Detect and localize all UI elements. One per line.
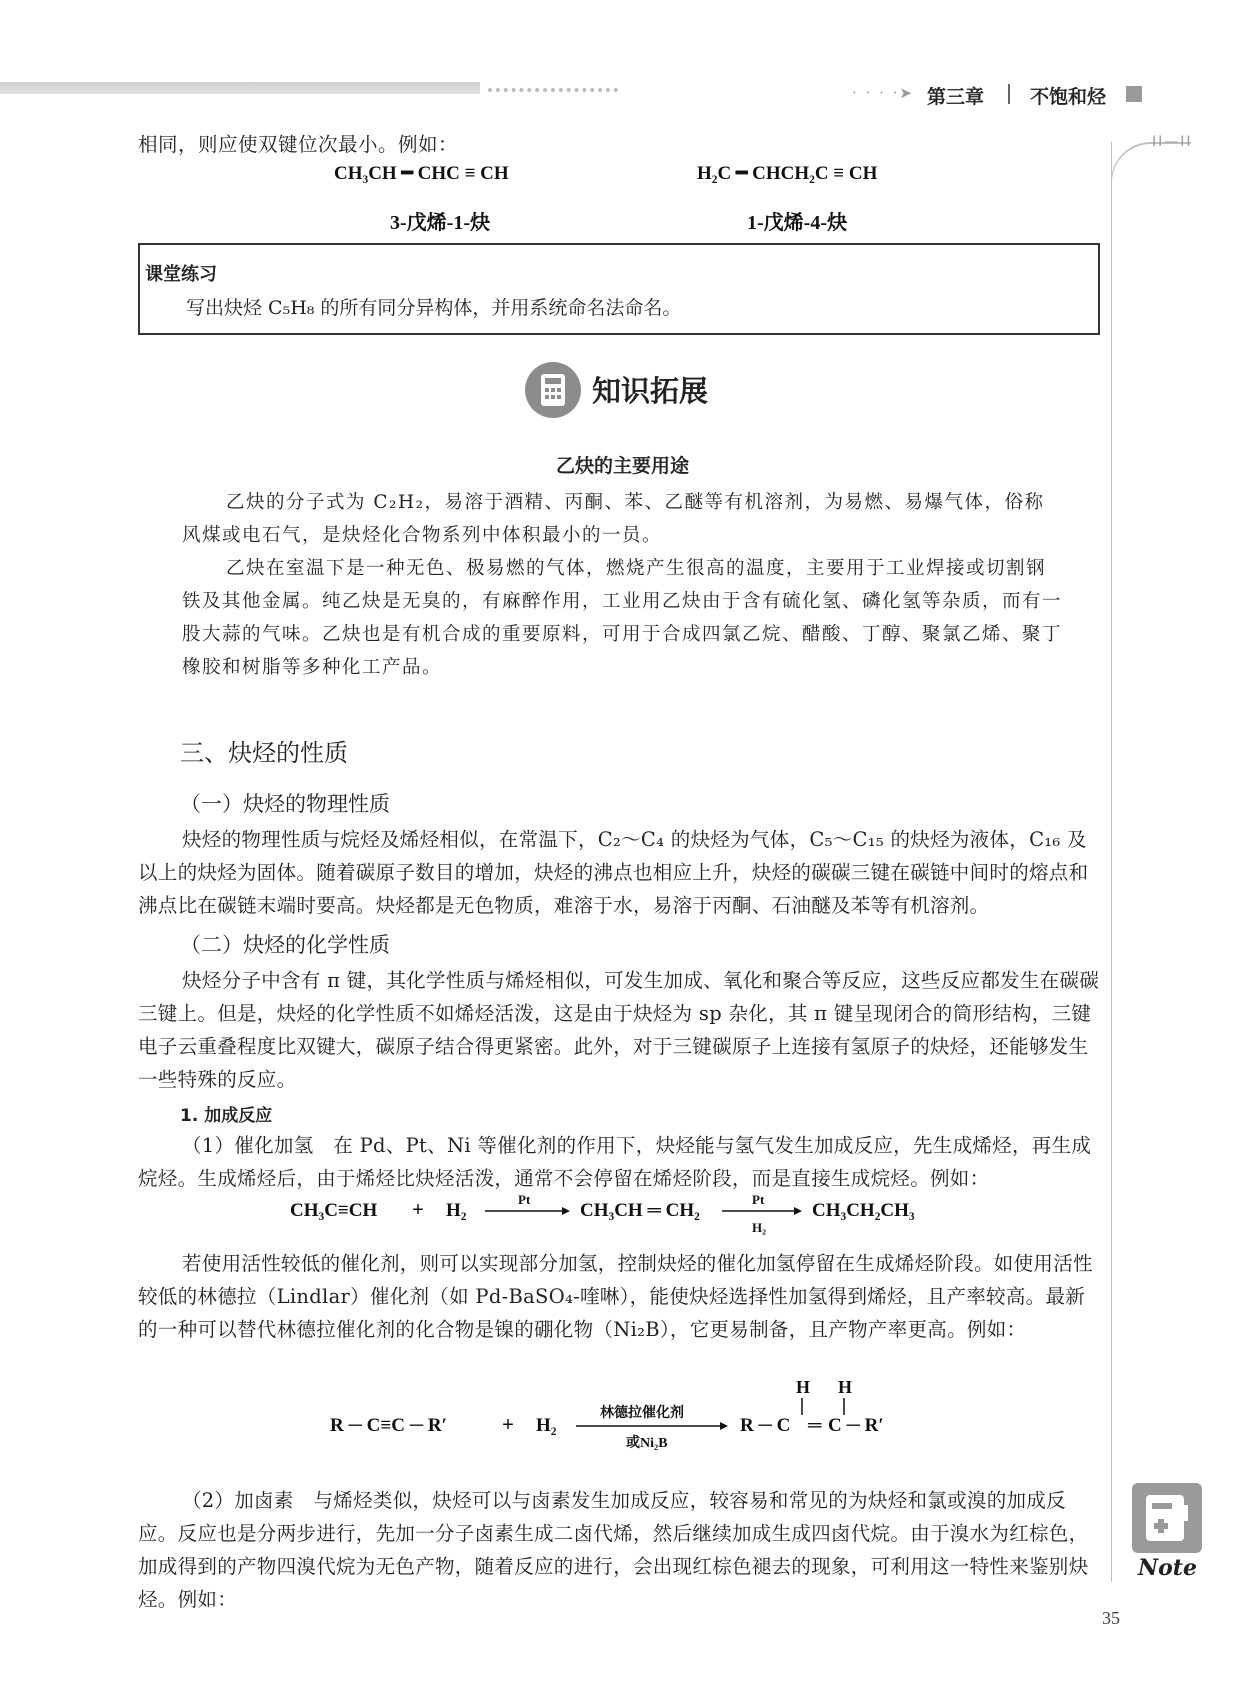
knowledge-para-1: 乙炔的分子式为 C₂H₂，易溶于酒精、丙酮、苯、乙醚等有机溶剂，为易燃、易爆气体，俗称风煤或电石气，是炔烃化合物系列中体积最小的一员。 bbox=[182, 492, 1045, 546]
subsection-1-title: （一）炔烃的物理性质 bbox=[180, 792, 390, 816]
example-left-name: 3-戊烯-1-炔 bbox=[390, 212, 490, 234]
hydrogenation-text: （1）催化加氢 在 Pd、Pt、Ni 等催化剂的作用下，炔烃能与氢气发生加成反应，先生成烯烃，再生成烷烃。生成烯烃后，由于烯烃比炔烃活泼，通常不会停留在烯烃阶段，而是直接生成烷烃。例如： bbox=[138, 1134, 1092, 1190]
reaction-2-h-left: H bbox=[796, 1377, 811, 1397]
knowledge-subtitle: 乙炔的主要用途 bbox=[555, 455, 689, 477]
exercise-title: 课堂练习 bbox=[145, 264, 217, 285]
exercise-box bbox=[138, 243, 1100, 335]
page-number: 35 bbox=[1102, 1608, 1120, 1628]
note-label: Note bbox=[1138, 1555, 1197, 1581]
topic-label: 不饱和烃 bbox=[1030, 86, 1107, 108]
chapter-label: 第三章 bbox=[927, 86, 985, 108]
reaction-1-reactant: CH₃C≡CH bbox=[290, 1200, 378, 1221]
header-bar bbox=[0, 82, 480, 94]
reaction-1-cat1: Pt bbox=[518, 1192, 531, 1207]
reaction-1-h2: H₂ bbox=[446, 1200, 467, 1221]
subsection-1-text: 炔烃的物理性质与烷烃及烯烃相似，在常温下，C₂～C₄ 的炔烃为气体，C₅～C₁₅ 的炔烃为液体，C₁₆ 及以上的炔烃为固体。随着碳原子数目的增加，炔烃的沸点也相应上升，炔烃的碳碳三键在碳链中间时的熔点和沸点比在碳链末端时要高。炔烃都是无色物质，难溶于水，易溶于丙酮、石油醚及苯等有机溶剂。 bbox=[138, 828, 1089, 917]
reaction-2-h2: H₂ bbox=[536, 1415, 557, 1436]
header-separator bbox=[1008, 84, 1010, 104]
example-right-formula: H₂C ━ CHCH₂C ≡ CH bbox=[697, 163, 878, 184]
reaction-1-plus: + bbox=[412, 1197, 424, 1221]
reaction-2-plus: + bbox=[502, 1412, 514, 1436]
reaction-2-reactant: R ─ C≡C ─ R′ bbox=[330, 1415, 447, 1436]
reaction-2-h-right: H bbox=[838, 1377, 853, 1397]
reaction-2-product-eq: ═ bbox=[808, 1415, 822, 1436]
margin-line bbox=[1111, 142, 1112, 1582]
lindlar-text: 若使用活性较低的催化剂，则可以实现部分加氢，控制炔烃的催化加氢停留在生成烯烃阶段。如使用活性较低的林德拉（Lindlar）催化剂（如 Pd-BaSO₄-喹啉），能使炔烃选择性加氢得到烯烃，且产率较高。最新的一种可以替代林德拉催化剂的化合物是镍的硼化物（Ni₂B），它更易制备，且产物产率更高。例如： bbox=[138, 1252, 1093, 1341]
reaction-1-cat2-bottom: H₂ bbox=[752, 1220, 767, 1235]
subsection-2-text: 炔烃分子中含有 π 键，其化学性质与烯烃相似，可发生加成、氧化和聚合等反应，这些反应都发生在碳碳三键上。但是，炔烃的化学性质不如烯烃活泼，这是由于炔烃为 sp 杂化，其 π 键呈现闭合的筒形结构，三键电子云重叠程度比双键大，碳原子结合得更紧密。此外，对于三键碳原子上连接有氢原子的炔烃，还能够发生一些特殊的反应。 bbox=[138, 969, 1100, 1091]
intro-line: 相同，则应使双键位次最小。例如： bbox=[138, 133, 459, 156]
calculator-icon bbox=[525, 362, 581, 418]
reaction-2-product-right: C ─ R′ bbox=[828, 1415, 884, 1436]
reaction-2-cat-top: 林德拉催化剂 bbox=[600, 1406, 684, 1421]
note-icon bbox=[1132, 1483, 1202, 1553]
reaction-1-product: CH₃CH₂CH₃ bbox=[812, 1200, 915, 1221]
reaction-1 bbox=[280, 1192, 980, 1242]
header-dots bbox=[488, 88, 618, 92]
example-right-name: 1-戊烯-4-炔 bbox=[747, 212, 847, 234]
knowledge-para-2: 乙炔在室温下是一种无色、极易燃的气体，燃烧产生很高的温度，主要用于工业焊接或切割钢铁及其他金属。纯乙炔是无臭的，有麻醉作用，工业用乙炔由于含有硫化氢、磷化氢等杂质，而有一股大蒜的气味。乙炔也是有机合成的重要原料，可用于合成四氯乙烷、醋酸、丁醇、聚氯乙烯、聚丁橡胶和树脂等多种化工产品。 bbox=[182, 558, 1063, 678]
reaction-2-cat-bottom: 或Ni₂B bbox=[626, 1436, 668, 1451]
margin-marks-icon: II—II bbox=[1152, 134, 1193, 150]
subsection-2-title: （二）炔烃的化学性质 bbox=[180, 933, 390, 957]
reaction-1-mid: CH₃CH ═ CH₂ bbox=[580, 1200, 700, 1221]
reaction-2-product-left: R ─ C bbox=[740, 1415, 791, 1436]
addition-heading: 1. 加成反应 bbox=[180, 1106, 273, 1126]
header-square-icon bbox=[1126, 86, 1142, 102]
section-title: 三、炔烃的性质 bbox=[180, 739, 348, 767]
reaction-2 bbox=[320, 1375, 940, 1465]
example-left-formula: CH₃CH ━ CHC ≡ CH bbox=[334, 163, 509, 184]
knowledge-title: 知识拓展 bbox=[592, 374, 709, 408]
halogen-text: （2）加卤素 与烯烃类似，炔烃可以与卤素发生加成反应，较容易和常见的为炔烃和氯或溴的加成反应。反应也是分两步进行，先加一分子卤素生成二卤代烯，然后继续加成生成四卤代烷。由于溴水为红棕色，加成得到的产物四溴代烷为无色产物，随着反应的进行，会出现红棕色褪去的现象，可利用这一特性来鉴别炔烃。例如： bbox=[138, 1489, 1089, 1611]
reaction-1-cat2-top: Pt bbox=[752, 1192, 765, 1207]
header-arrow-icon: · · · ·➤ bbox=[852, 84, 914, 102]
exercise-text: 写出炔烃 C₅H₈ 的所有同分异构体，并用系统命名法命名。 bbox=[186, 297, 682, 319]
